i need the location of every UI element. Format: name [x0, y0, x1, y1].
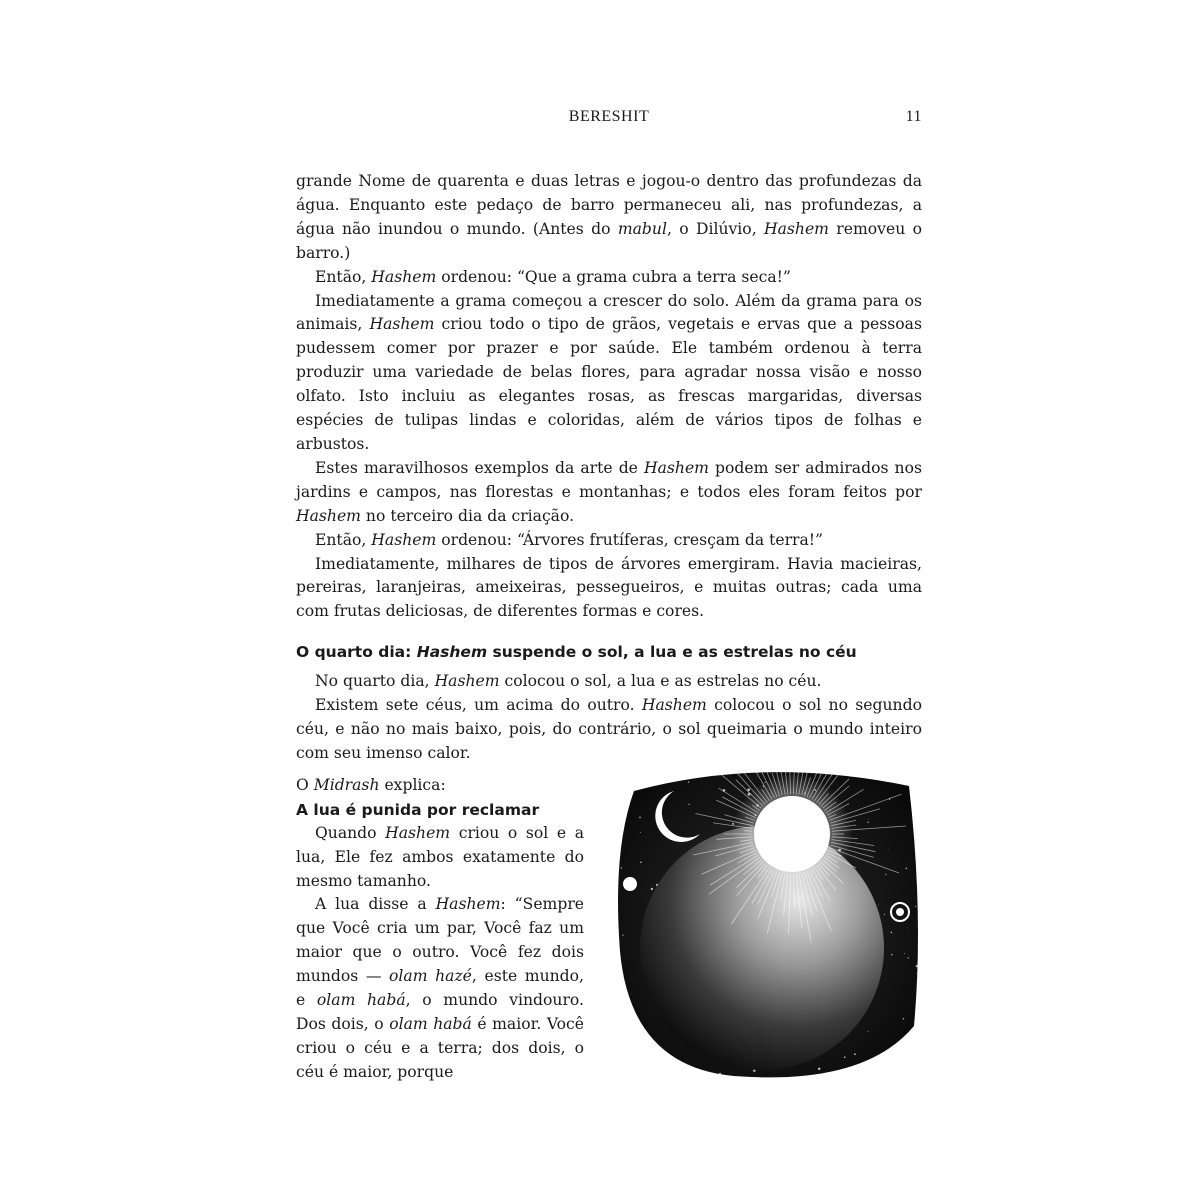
text-with-illustration — [296, 774, 922, 1094]
running-header — [296, 108, 922, 130]
paragraph: Estes maravilhosos exemplos da arte de Hashem podem ser admirados nos jardins e campos, nas florestas e montanhas; e todos eles foram feitos por Hashem no terceiro dia da criação. — [296, 458, 922, 525]
left-column — [296, 774, 584, 1085]
paragraph: Quando Hashem criou o sol e a lua, Ele fez ambos exatamente do mesmo tamanho. — [296, 823, 584, 890]
paragraph: Imediatamente, milhares de tipos de árvores emergiram. Havia macieiras, pereiras, laranjeiras, ameixeiras, pessegueiros, e muitas outras; cada uma com frutas deliciosas, de diferentes formas e cores. — [296, 554, 922, 621]
paragraph: Então, Hashem ordenou: “Que a grama cubra a terra seca!” — [315, 267, 791, 286]
paragraph: No quarto dia, Hashem colocou o sol, a lua e as estrelas no céu. — [315, 672, 822, 691]
section-heading: O quarto dia: Hashem suspende o sol, a lua e as estrelas no céu — [296, 643, 857, 662]
running-title: BERESHIT — [568, 108, 650, 125]
paragraph: Imediatamente a grama começou a crescer do solo. Além da grama para os animais, Hashem criou todo o tipo de grãos, vegetais e ervas que a pessoas pudessem comer por prazer e por saúde. Ele também ordenou à terra produzir uma variedade de belas flores, para agradar nossa visão e nosso olfato. Isto incluiu as elegantes rosas, as frescas margaridas, diversas espécies de tulipas lindas e coloridas, além de vários tipos de folhas e arbustos. — [296, 291, 922, 453]
subsection-heading: A lua é punida por reclamar — [296, 800, 540, 819]
paragraph: A lua disse a Hashem: “Sempre que Você cria um par, Você faz um maior que o outro. Você fez dois mundos — olam hazé, este mundo, e olam habá, o mundo vindouro. Dos dois, o olam habá é maior. Você criou o céu e a terra; dos dois, o céu é maior, porque — [296, 895, 585, 1081]
paragraph: Existem sete céus, um acima do outro. Hashem colocou o sol no segundo céu, e não no mais baixo, pois, do contrário, o sol queimaria o mundo inteiro com seu imenso calor. — [296, 696, 922, 762]
midrash-intro: O Midrash explica: — [296, 775, 446, 794]
sun-moon-illustration — [614, 766, 920, 1081]
page-number: 11 — [905, 108, 922, 125]
main-text — [296, 170, 922, 1094]
paragraph: Então, Hashem ordenou: “Árvores frutíferas, cresçam da terra!” — [315, 530, 824, 549]
paragraph: grande Nome de quarenta e duas letras e jogou-o dentro das profundezas da água. Enquanto este pedaço de barro permaneceu ali, nas profundezas, a água não inundou o mundo. (Antes do mabul, o Dilúvio, Hashem removeu o barro.) — [296, 172, 922, 262]
